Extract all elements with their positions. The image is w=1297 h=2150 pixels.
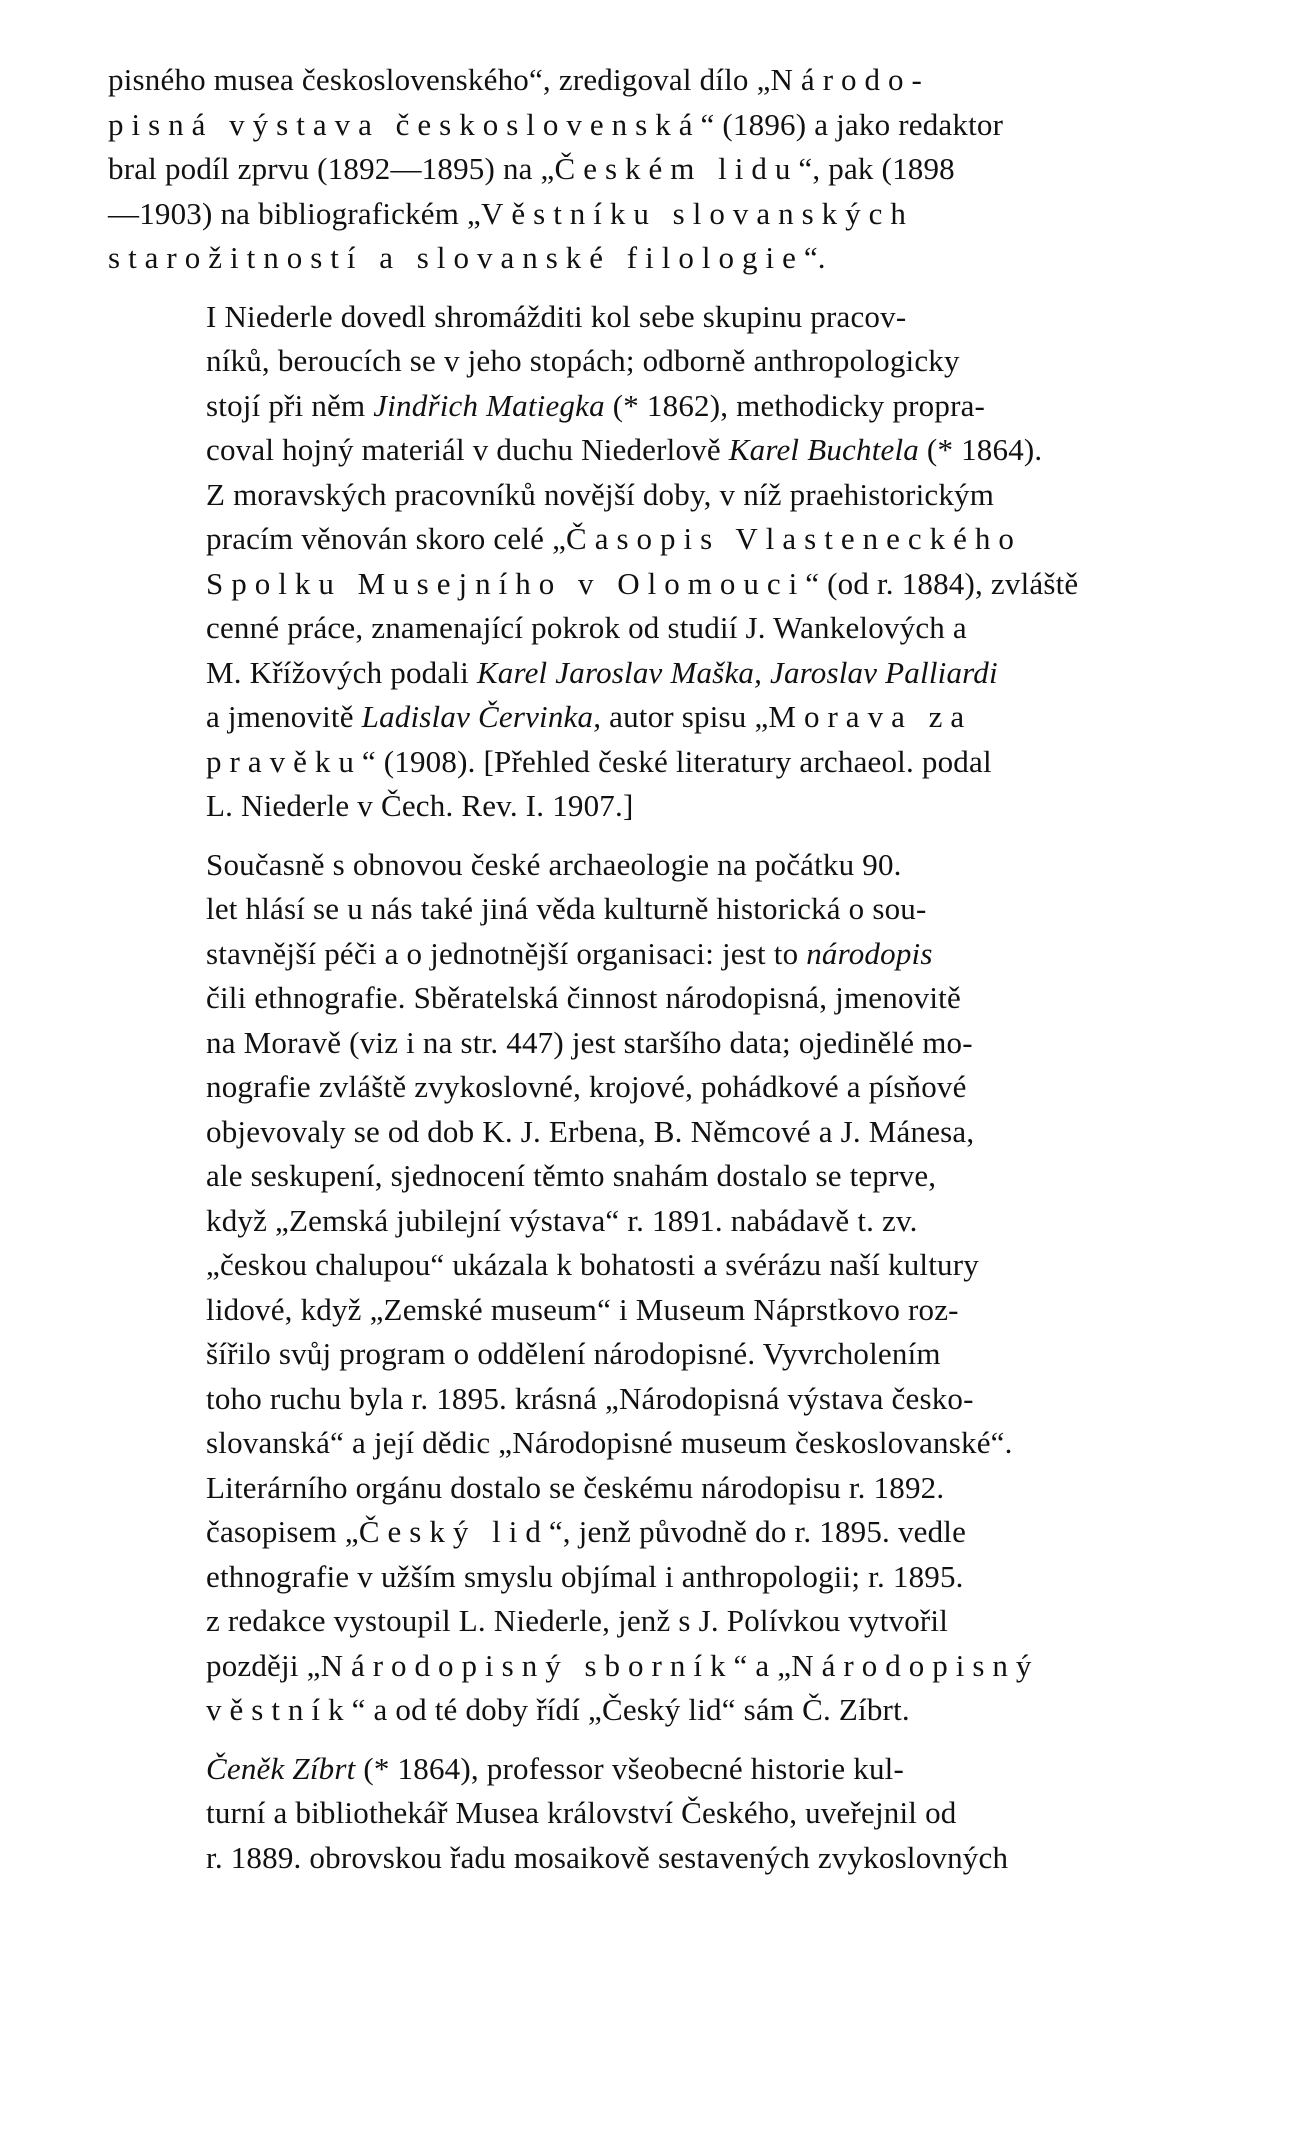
text-run: lidové, když „Zemské museum“ i Museum Náprstkovo roz- [206,1291,959,1327]
text-run: nografie zvláště zvykoslovné, krojové, pohádkové a písňové [206,1069,967,1104]
italic-name: Karel Buchtela [728,432,919,467]
text-run: objevovaly se od dob K. J. Erbena, B. Němcové a J. Mánesa, [206,1113,975,1149]
text-line [108,1332,1198,1377]
text-line [108,695,1198,740]
text-run: a jmenovitě [206,699,362,734]
spaced-text: starožitností a slovanské filologie [108,240,804,275]
text-run: r. 1889. obrovskou řadu mosaikově sestavených zvykoslovných [206,1839,1009,1875]
text-line [108,740,1198,785]
text-line [108,1199,1198,1244]
text-run: šířilo svůj program o oddělení národopisné. Vyvrcholením [206,1336,941,1371]
paragraph [108,295,1198,829]
italic-name: Jindřich Matiegka [373,387,605,423]
text-run: —1903) na bibliografickém „ [108,195,481,231]
text-run: coval hojný materiál v duchu Niederlově [206,432,729,467]
text-run: turní a bibliothekář Musea království Českého, uveřejnil od [206,1795,957,1830]
text-run: níků, beroucích se v jeho stopách; odborně anthropologicky [206,343,960,378]
spaced-text: Národopisný [791,1647,1040,1683]
text-line [108,976,1198,1021]
spaced-text: pravěku [206,743,362,779]
text-run: “ (1896) a jako redaktor [700,106,1004,142]
text-run: (* 1864), professor všeobecné historie kul- [355,1750,905,1786]
text-run: “ (1908). [Přehled české literatury archaeol. podal [361,743,992,779]
text-run: čili ethnografie. Sběratelská činnost národopisná, jmenovitě [206,980,961,1015]
text-run: cenné práce, znamenající pokrok od studií J. Wankelových a [206,610,967,645]
text-line [108,1599,1198,1644]
spaced-text: Národo- [770,62,930,97]
text-run: “, pak (1898 [798,151,955,186]
page-text [108,58,1198,1880]
text-line [108,295,1198,340]
text-run: Z moravských pracovníků novější doby, v níž praehistorickým [206,476,995,512]
spaced-text: věstník [206,1692,352,1727]
text-run: “ a od té doby řídí „Český lid“ sám Č. Zíbrt. [351,1692,910,1727]
text-run: pisného musea československého“, zredigoval dílo „ [108,62,771,97]
text-run: L. Niederle v Čech. Rev. I. 1907.] [206,788,634,823]
text-line [108,1466,1198,1511]
text-run: ale seskupení, sjednocení těmto snahám dostalo se teprve, [206,1158,937,1193]
text-run: bral podíl zprvu (1892—1895) na „ [108,151,555,186]
italic-name: národopis [806,935,933,971]
text-line [108,58,1198,103]
text-line [108,1154,1198,1199]
text-line [108,562,1198,607]
text-run: I Niederle dovedl shromážditi kol sebe skupinu pracov- [206,298,907,334]
text-line [108,651,1198,696]
paragraph [108,1747,1198,1881]
text-run: stavnější péči a o jednotnější organisaci: jest to [206,935,807,971]
text-line [108,1243,1198,1288]
italic-name: Čeněk Zíbrt [206,1750,356,1786]
text-run: (* 1864). [918,432,1043,467]
text-run: pracím věnován skoro celé „ [206,521,567,556]
text-line [108,784,1198,829]
text-line [108,339,1198,384]
text-run: ethnografie v užším smyslu objímal i anthropologii; r. 1895. [206,1558,964,1594]
text-line [108,1065,1198,1110]
text-run: toho ruchu byla r. 1895. krásná „Národopisná výstava česko- [206,1380,974,1416]
text-run: stojí při něm [206,387,374,423]
text-line [108,147,1198,192]
text-line [108,843,1198,888]
text-line [108,192,1198,237]
text-line [108,517,1198,562]
text-run: let hlásí se u nás také jiná věda kulturně historická o sou- [206,891,927,926]
spaced-text: Českém lidu [554,151,799,186]
italic-name: Karel Jaroslav Maška, Jaroslav Palliardi [476,654,998,690]
text-line [108,1791,1198,1836]
text-run: M. Křížových podali [206,654,477,690]
text-line [108,1288,1198,1333]
text-line [108,932,1198,977]
spaced-text: Spolku Musejního v Olomouci [206,565,806,601]
text-line [108,428,1198,473]
text-run: na Moravě (viz i na str. 447) jest staršího data; ojedinělé mo- [206,1024,973,1060]
text-run: z redakce vystoupil L. Niederle, jenž s J. Polívkou vytvořil [206,1603,949,1638]
text-line [108,1421,1198,1466]
text-run: Literárního orgánu dostalo se českému národopisu r. 1892. [206,1469,945,1505]
spaced-text: Věstníku slovanských [480,195,914,231]
text-run: “. [803,240,826,275]
text-run: časopisem „ [206,1514,359,1549]
spaced-text: Časopis Vlasteneckého [566,521,1022,556]
text-line [108,1644,1198,1689]
text-line [108,473,1198,518]
text-line [108,887,1198,932]
text-line [108,1747,1198,1792]
text-line [108,236,1198,281]
text-run: později „ [206,1647,321,1683]
text-run: když „Zemská jubilejní výstava“ r. 1891. nabádavě t. zv. [206,1202,918,1238]
text-line [108,1510,1198,1555]
text-line [108,1021,1198,1066]
text-line [108,1555,1198,1600]
text-line [108,384,1198,429]
text-run: “ (od r. 1884), zvláště [805,565,1079,601]
spaced-text: Morava za [768,699,973,734]
text-run: “ a „ [733,1647,792,1683]
spaced-text: Národopisný sborník [320,1647,734,1683]
spaced-text: pisná výstava československá [108,106,701,142]
text-run: autor spisu „ [601,699,769,734]
paragraph [108,58,1198,281]
spaced-text: Český lid [358,1514,549,1549]
text-run: „českou chalupou“ ukázala k bohatosti a svérázu naší kultury [206,1247,979,1282]
text-line [108,1377,1198,1422]
text-run: Současně s obnovou české archaeologie na počátku 90. [206,846,902,882]
text-line [108,606,1198,651]
text-line [108,103,1198,148]
text-run: slovanská“ a její dědic „Národopisné museum českoslovanské“. [206,1425,1013,1460]
text-run: (* 1862), methodicky propra- [604,387,986,423]
text-run: “, jenž původně do r. 1895. vedle [548,1514,967,1549]
text-line [108,1688,1198,1733]
italic-name: Ladislav Červinka, [361,699,602,734]
text-line [108,1836,1198,1881]
text-line [108,1110,1198,1155]
paragraph [108,843,1198,1733]
